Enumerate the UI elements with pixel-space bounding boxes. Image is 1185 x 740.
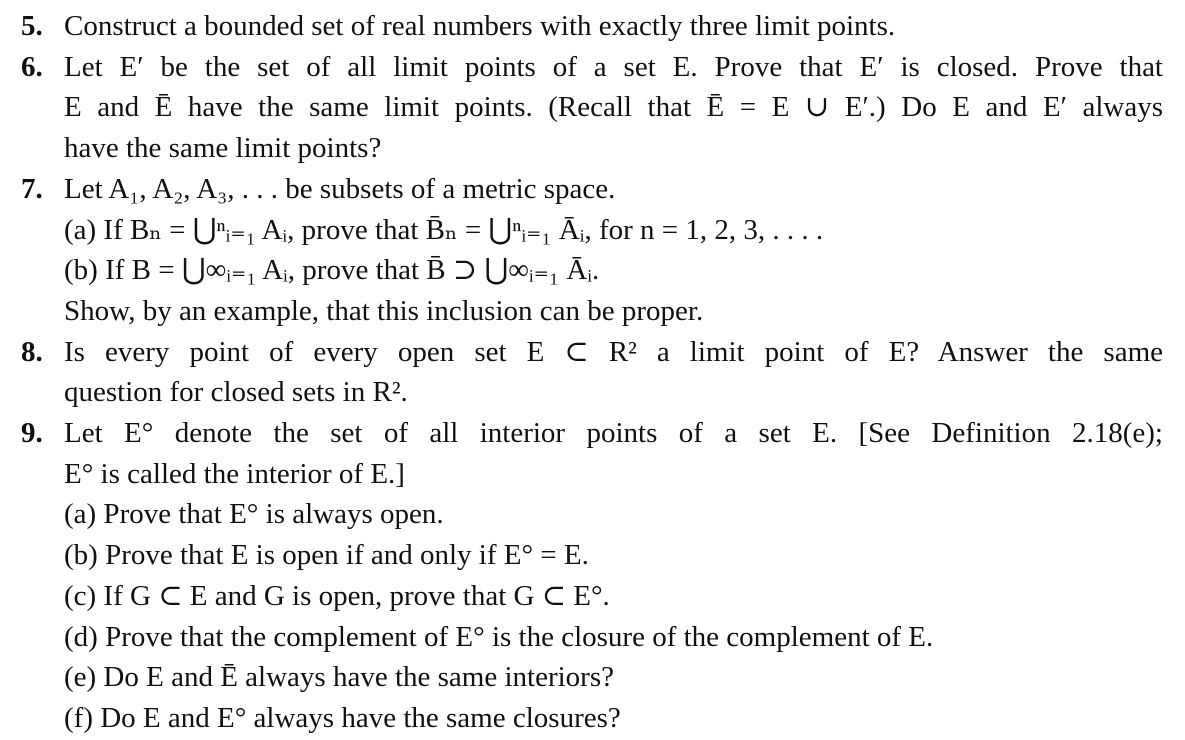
subpart-a: (a) If Bₙ = ⋃ⁿᵢ₌₁ Aᵢ, prove that B̄ₙ = ⋃ⁿᵢ₌₁ Āᵢ, for n = 1, 2, 3, . . . . xyxy=(64,213,824,246)
problem-text-line: Let A₁, A₂, A₃, . . . be subsets of a metric space. xyxy=(64,172,616,205)
problem-number: 9. xyxy=(21,417,43,450)
problem-text-line: Show, by an example, that this inclusion can be proper. xyxy=(64,294,704,327)
problem-5 xyxy=(0,6,1185,47)
subpart-b: (b) If B = ⋃∞ᵢ₌₁ Aᵢ, prove that B̄ ⊃ ⋃∞ᵢ₌₁ Āᵢ. xyxy=(64,254,600,287)
problem-text-line: Is every point of every open set E ⊂ R² a limit point of E? Answer the same xyxy=(64,335,1163,368)
subpart-c: (c) If G ⊂ E and G is open, prove that G ⊂ E°. xyxy=(64,579,610,612)
problem-text-line: Construct a bounded set of real numbers with exactly three limit points. xyxy=(64,10,896,42)
problem-text-line: E° is called the interior of E.] xyxy=(64,457,405,490)
problem-7 xyxy=(0,169,1185,332)
problem-text-line: E and Ē have the same limit points. (Recall that Ē = E ∪ E′.) Do E and E′ always xyxy=(64,91,1163,124)
problem-9 xyxy=(0,413,1185,739)
problem-8 xyxy=(0,332,1185,413)
subpart-e: (e) Do E and Ē always have the same interiors? xyxy=(64,661,614,694)
problem-number: 7. xyxy=(21,172,43,205)
subpart-d: (d) Prove that the complement of E° is the closure of the complement of E. xyxy=(64,620,934,653)
problem-number: 8. xyxy=(21,335,43,368)
problem-number: 5. xyxy=(21,10,43,42)
subpart-b: (b) Prove that E is open if and only if E° = E. xyxy=(64,539,589,572)
problem-text-line: question for closed sets in R². xyxy=(64,376,408,409)
problem-text-line: Let E′ be the set of all limit points of a set E. Prove that E′ is closed. Prove that xyxy=(64,50,1163,83)
exercise-page xyxy=(0,6,1185,739)
problem-text-line: Let E° denote the set of all interior points of a set E. [See Definition 2.18(e); xyxy=(64,417,1163,450)
problem-6 xyxy=(0,47,1185,169)
subpart-f: (f) Do E and E° always have the same closures? xyxy=(64,701,621,734)
problem-number: 6. xyxy=(21,50,43,83)
problem-text-line: have the same limit points? xyxy=(64,132,382,165)
subpart-a: (a) Prove that E° is always open. xyxy=(64,498,444,531)
